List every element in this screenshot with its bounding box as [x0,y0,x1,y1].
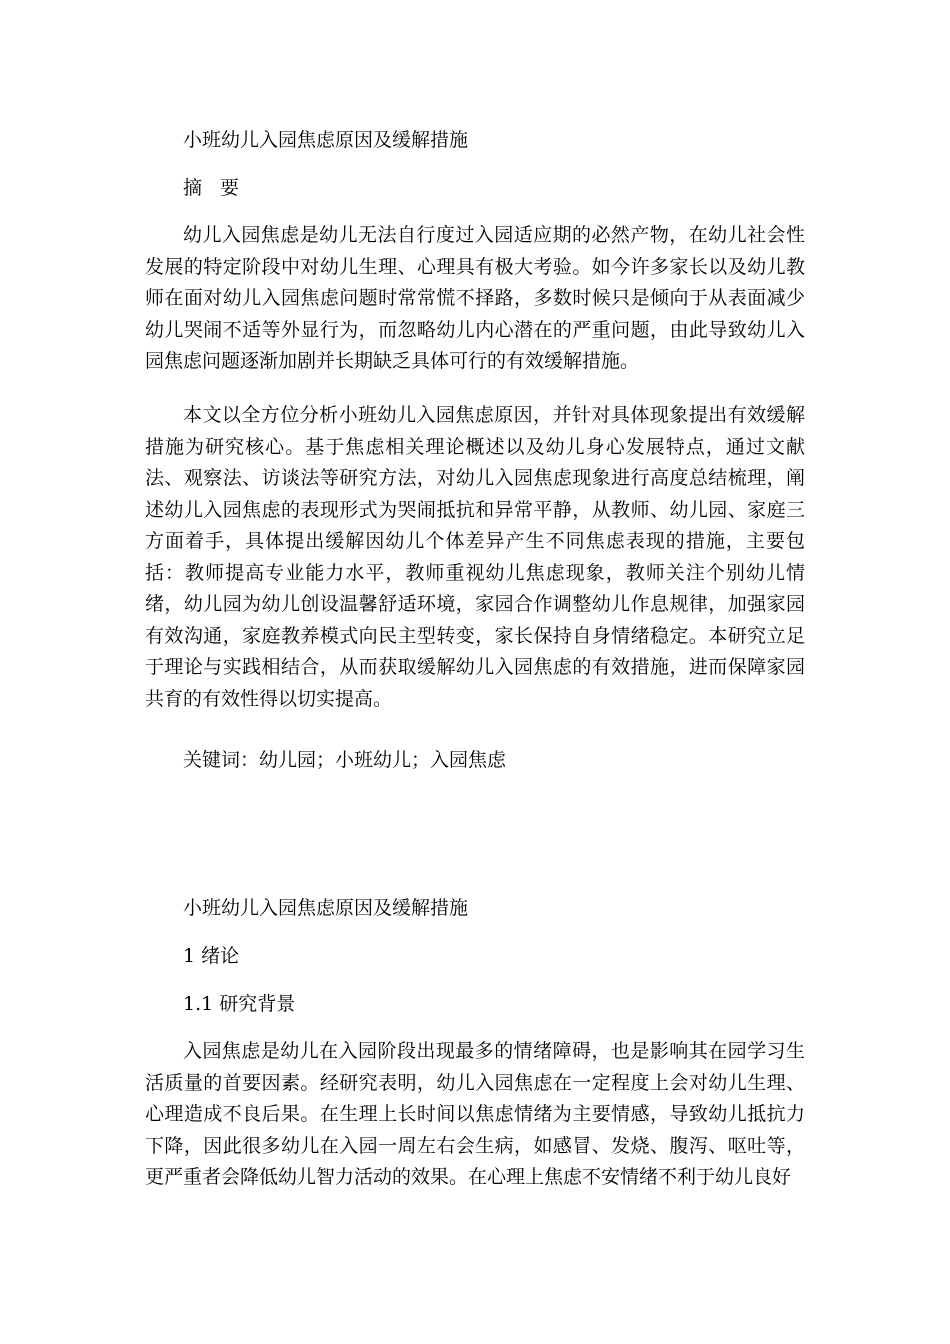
abstract-paragraph-1: 幼儿入园焦虑是幼儿无法自行度过入园适应期的必然产物，在幼儿社会性发展的特定阶段中对幼儿生理、心理具有极大考验。如今许多家长以及幼儿教师在面对幼儿入园焦虑问题时常常慌不择路，多数时候只是倾向于从表面减少幼儿哭闹不适等外显行为，而忽略幼儿内心潜在的严重问题，由此导致幼儿入园焦虑问题逐渐加剧并长期缺乏具体可行的有效缓解措施。 [145,224,805,372]
subsection-heading: 1.1 研究背景 [183,993,296,1015]
abstract-paragraph-2: 本文以全方位分析小班幼儿入园焦虑原因，并针对具体现象提出有效缓解措施为研究核心。基于焦虑相关理论概述以及幼儿身心发展特点，通过文献法、观察法、访谈法等研究方法，对幼儿入园焦虑现象进行高度总结梳理，阐述幼儿入园焦虑的表现形式为哭闹抵抗和异常平静，从教师、幼儿园、家庭三方面着手，具体提出缓解因幼儿个体差异产生不同焦虑表现的措施，主要包括：教师提高专业能力水平，教师重视幼儿焦虑现象，教师关注个别幼儿情绪，幼儿园为幼儿创设温馨舒适环境，家园合作调整幼儿作息规律，加强家园有效沟通，家庭教养模式向民主型转变，家长保持自身情绪稳定。本研究立足于理论与实践相结合，从而获取缓解幼儿入园焦虑的有效措施，进而保障家园共育的有效性得以切实提高。 [145,404,805,710]
keywords-line: 关键词：幼儿园；小班幼儿；入园焦虑 [183,749,507,771]
background-paragraph: 入园焦虑是幼儿在入园阶段出现最多的情绪障碍，也是影响其在园学习生活质量的首要因素。经研究表明，幼儿入园焦虑在一定程度上会对幼儿生理、心理造成不良后果。在生理上长时间以焦虑情绪为主要情感，导致幼儿抵抗力下降，因此很多幼儿在入园一周左右会生病，如感冒、发烧、腹泻、呕吐等，更严重者会降低幼儿智力活动的效果。在心理上焦虑不安情绪不利于幼儿良好 [145,1040,805,1188]
abstract-heading: 摘 要 [183,177,246,199]
body-page-title: 小班幼儿入园焦虑原因及缓解措施 [183,897,469,919]
abstract-page-title: 小班幼儿入园焦虑原因及缓解措施 [183,129,469,151]
chapter-heading: 1 绪论 [183,945,240,967]
